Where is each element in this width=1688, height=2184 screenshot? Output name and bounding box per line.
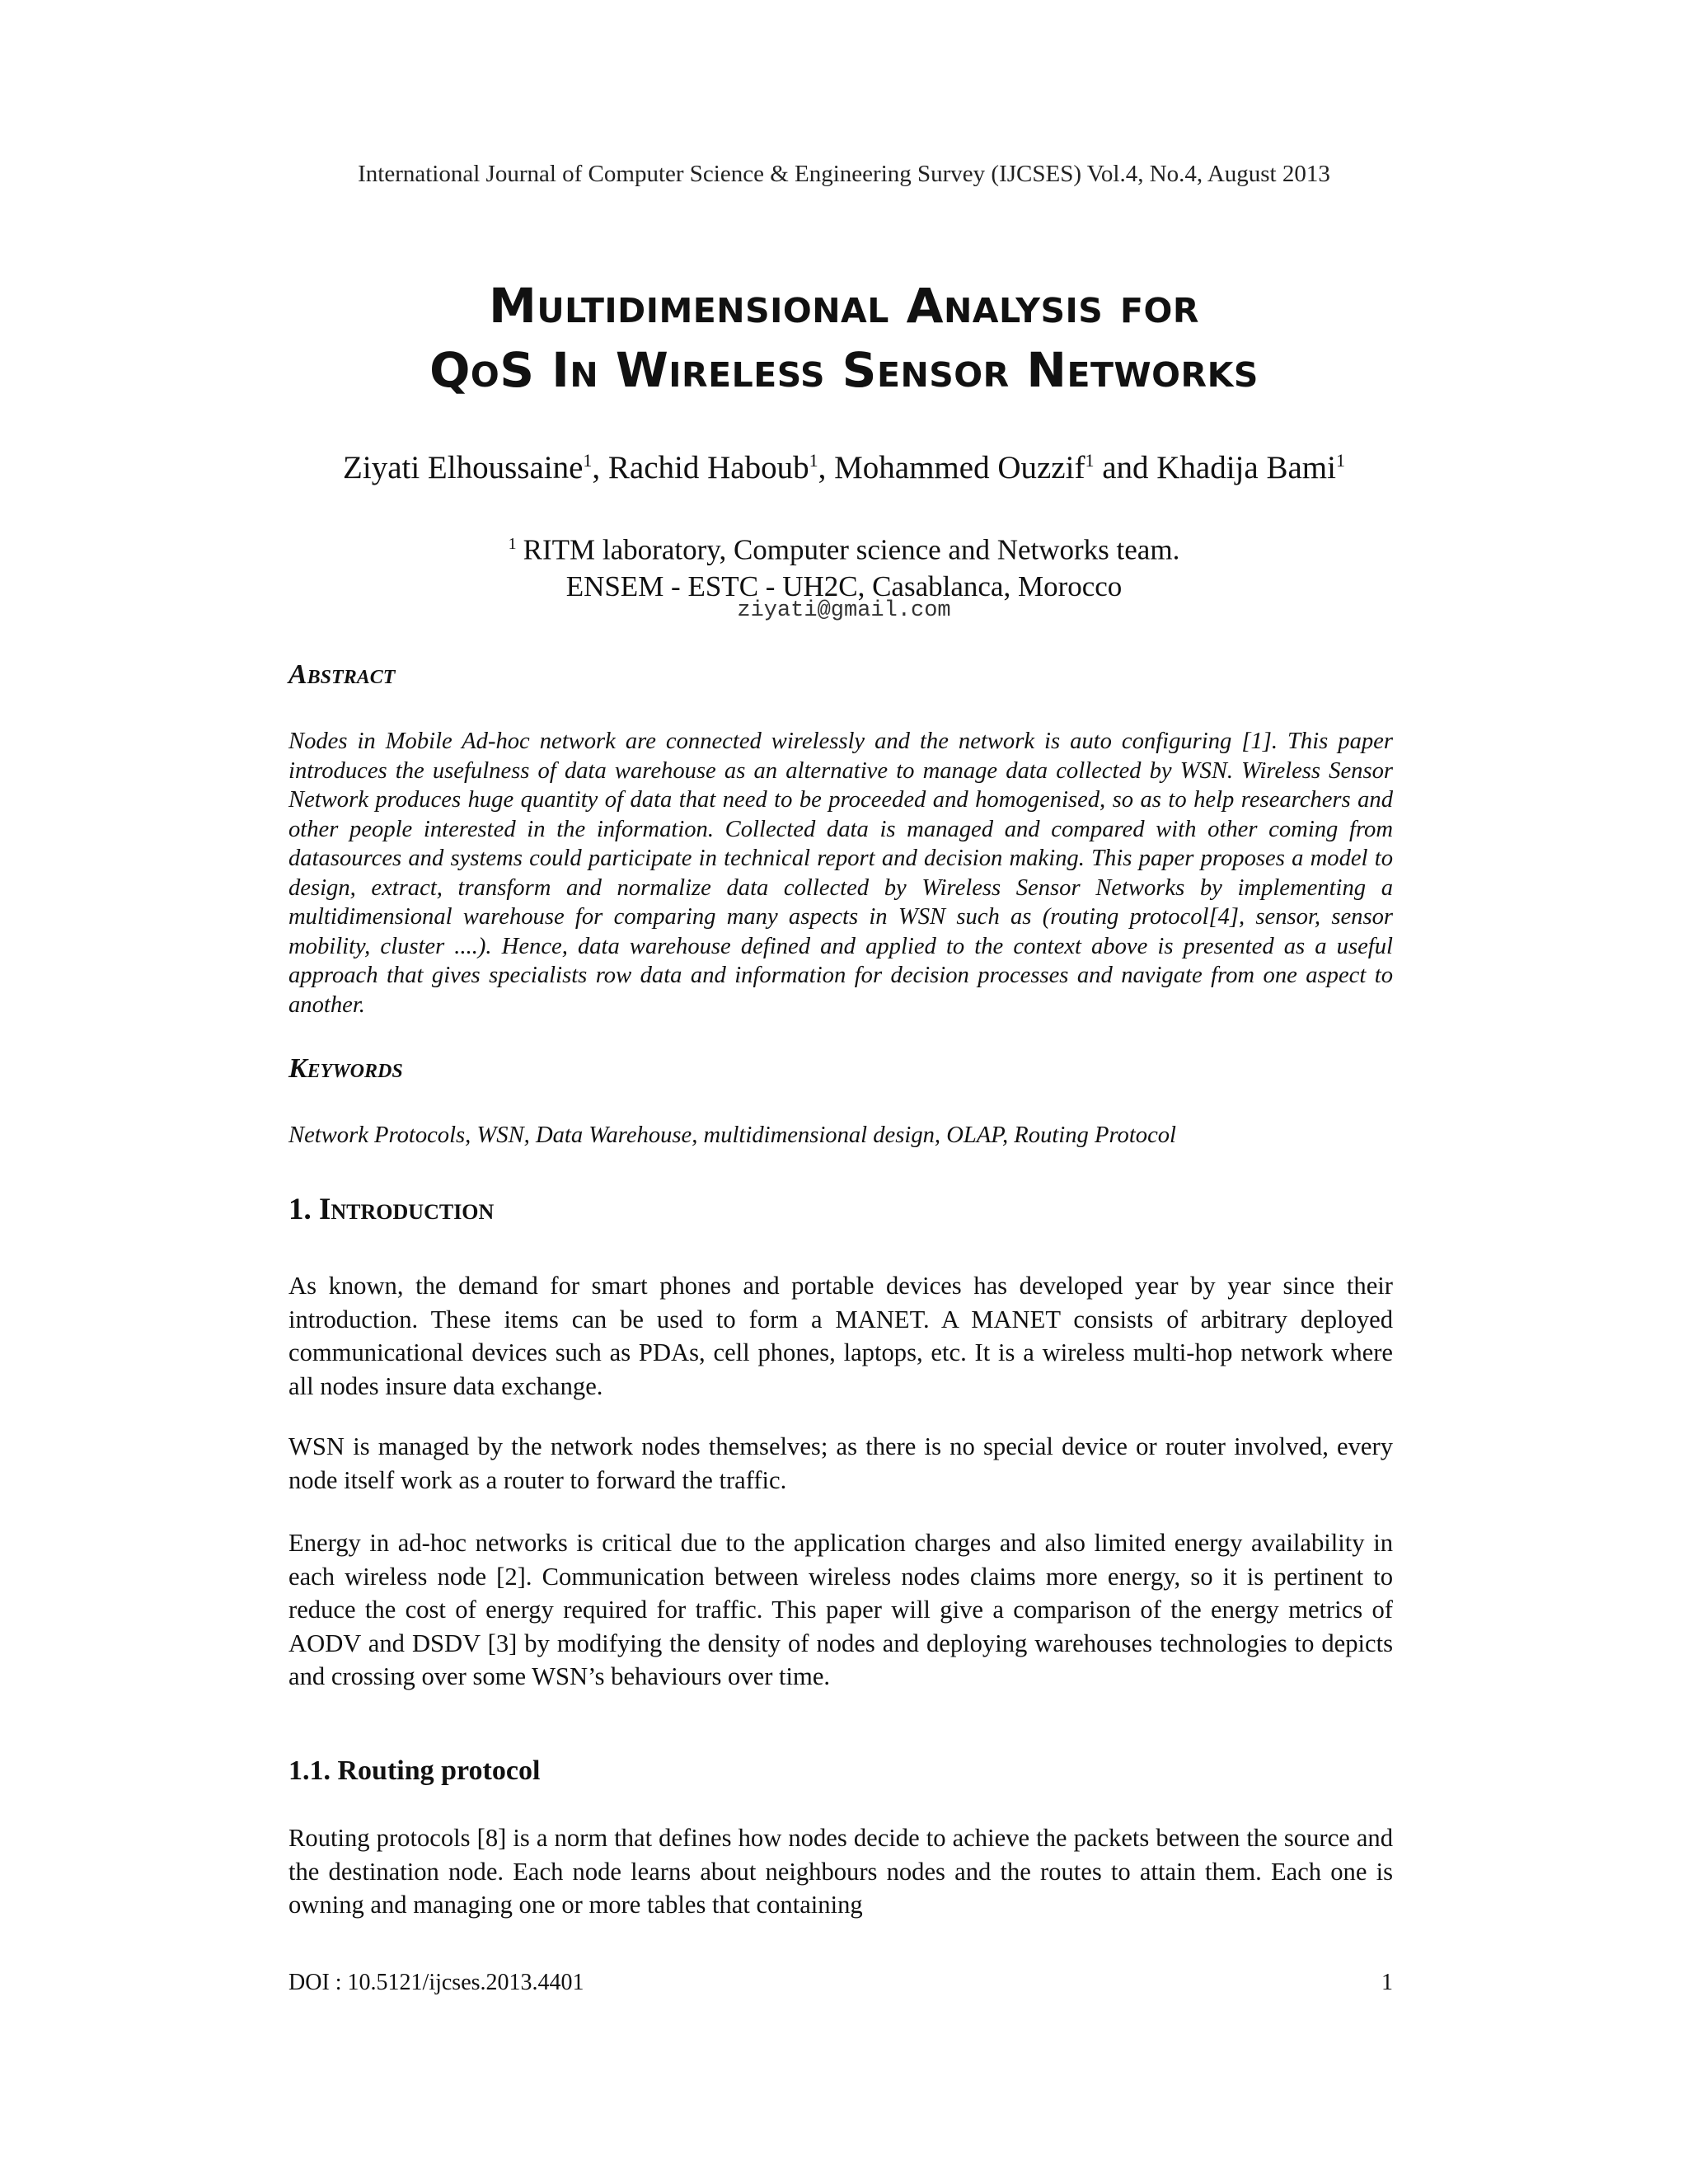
affiliation-line-1 [0, 526, 1688, 569]
affiliation-lab: RITM laboratory, Computer science and Networks team. [523, 533, 1180, 566]
section-heading-introduction: 1. Introduction [288, 1193, 495, 1226]
intro-paragraph-3: Energy in ad-hoc networks is critical due to the application charges and also limited energy availability in each wireless node [2]. Communication between wireless nodes claims more energy, so it is pertinent to reduce the cost of energy required for traffic. This paper will give a comparison of the energy metrics of AODV and DSDV [3] by modifying the density of nodes and deploying warehouses technologies to depicts and crossing over some WSN’s behaviours over time. [288, 1529, 1393, 1690]
page-number: 1 [1381, 1970, 1393, 1995]
journal-header: International Journal of Computer Science & Engineering Survey (IJCSES) Vol.4, No.4, August 2013 [358, 161, 1330, 187]
author-email: ziyati@gmail.com [737, 598, 951, 623]
author-name: Ziyati Elhoussaine [343, 450, 584, 485]
affiliation-mark: 1 [809, 450, 818, 471]
author-separator: , [818, 450, 835, 485]
intro-paragraph-2: WSN is managed by the network nodes themselves; as there is no special device or router involved, every node itself work as a router to forward the traffic. [288, 1432, 1393, 1494]
author-name: Khadija Bami [1156, 450, 1336, 485]
affiliation-mark: 1 [508, 535, 517, 553]
subsection-heading-routing: 1.1. Routing protocol [288, 1755, 541, 1786]
intro-paragraph-1: As known, the demand for smart phones and portable devices has developed year by year since their introduction. These items can be used to form a MANET. A MANET consists of arbitrary deployed communicational devices such as PDAs, cell phones, laptops, etc. It is a wireless multi-hop network where all nodes insure data exchange. [288, 1272, 1393, 1400]
keywords-text: Network Protocols, WSN, Data Warehouse, multidimensional design, OLAP, Routing Protocol [288, 1122, 1176, 1148]
title-line-1: Multidimensional Analysis for [489, 278, 1199, 334]
keywords-heading: Keywords [288, 1053, 403, 1084]
affiliation-mark: 1 [583, 450, 593, 471]
author-separator: and [1094, 450, 1157, 485]
author-list [0, 449, 1688, 486]
affiliation-mark: 1 [1335, 450, 1345, 471]
abstract-heading: Abstract [288, 659, 396, 690]
affiliation [0, 526, 1688, 605]
abstract-text: Nodes in Mobile Ad-hoc network are connected wirelessly and the network is auto configuring [1]. This paper introduces the usefulness of data warehouse as an alternative to manage data collected by WSN. Wireless Sensor Network produces huge quantity of data that need to be proceeded and homogenised, so as to help researchers and other people interested in the information. Collected data is managed and compared with other coming from datasources and systems could participate in technical report and decision making. This paper proposes a model to design, extract, transform and normalize data collected by Wireless Sensor Networks by implementing a multidimensional warehouse for comparing many aspects in WSN such as (routing protocol[4], sensor, sensor mobility, cluster ....). Hence, data warehouse defined and applied to the context above is presented as a useful approach that gives specialists row data and information for decision processes and navigate from one aspect to another. [288, 729, 1393, 1018]
routing-paragraph-1: Routing protocols [8] is a norm that defines how nodes decide to achieve the packets between the source and the destination node. Each node learns about neighbours nodes and the routes to attain them. Each one is owning and managing one or more tables that containing [288, 1824, 1393, 1919]
affiliation-line-2: ENSEM - ESTC - UH2C, Casablanca, Morocco [565, 569, 1123, 602]
author-separator: , [592, 450, 608, 485]
author-name: Rachid Haboub [607, 450, 809, 485]
title-line-2: QoS In Wireless Sensor Networks [429, 342, 1259, 398]
affiliation-mark: 1 [1085, 450, 1095, 471]
footer-doi: DOI : 10.5121/ijcses.2013.4401 [288, 1970, 584, 1995]
author-name: Mohammed Ouzzif [834, 450, 1085, 485]
paper-title [0, 274, 1688, 402]
